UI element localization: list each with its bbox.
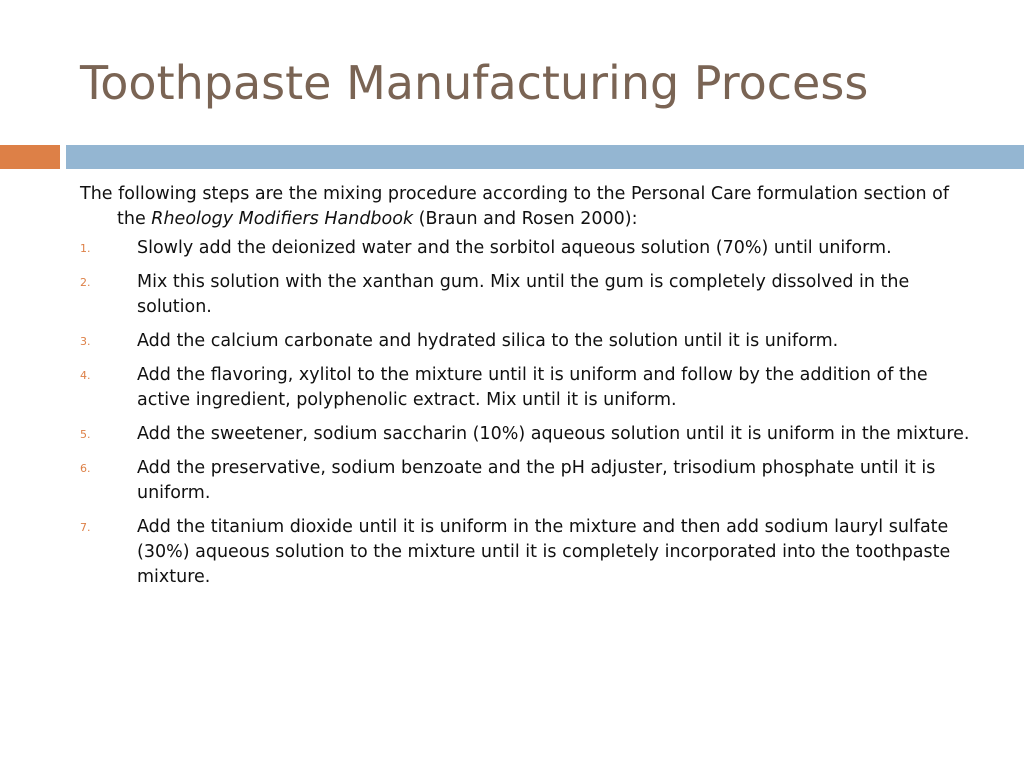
list-item xyxy=(80,236,980,261)
step-text: Add the flavoring, xylitol to the mixture until it is uniform and follow by the addition of the active ingredient, polyphenolic extract. Mix until it is uniform. xyxy=(137,365,928,410)
intro-paragraph xyxy=(80,182,980,232)
step-text: Add the preservative, sodium benzoate and the pH adjuster, trisodium phosphate until it is uniform. xyxy=(137,458,936,503)
accent-bar-orange xyxy=(0,145,60,169)
book-title: Rheology Modifiers Handbook xyxy=(151,209,414,229)
step-number: 3. xyxy=(80,335,91,348)
list-item xyxy=(80,363,980,413)
step-number: 4. xyxy=(80,369,91,382)
step-number: 1. xyxy=(80,242,91,255)
step-number: 7. xyxy=(80,521,91,534)
slide-title: Toothpaste Manufacturing Process xyxy=(80,56,869,110)
step-text: Add the titanium dioxide until it is uniform in the mixture and then add sodium lauryl sulfate (30%) aqueous solution to the mixture until it is completely incorporated into the toothpaste mixture. xyxy=(137,517,951,587)
accent-bar-blue xyxy=(66,145,1024,169)
step-number: 5. xyxy=(80,428,91,441)
slide-body xyxy=(80,182,980,599)
steps-list xyxy=(80,236,980,590)
list-item xyxy=(80,422,980,447)
list-item xyxy=(80,270,980,320)
list-item xyxy=(80,515,980,590)
step-number: 2. xyxy=(80,276,91,289)
step-text: Mix this solution with the xanthan gum. Mix until the gum is completely dissolved in the solution. xyxy=(137,272,910,317)
step-text: Add the calcium carbonate and hydrated silica to the solution until it is uniform. xyxy=(137,331,839,351)
step-text: Slowly add the deionized water and the sorbitol aqueous solution (70%) until uniform. xyxy=(137,238,892,258)
intro-text-before: The following steps are the mixing procedure according to the Personal Care formulation section of the xyxy=(80,184,950,229)
list-item xyxy=(80,456,980,506)
step-text: Add the sweetener, sodium saccharin (10%) aqueous solution until it is uniform in the mixture. xyxy=(137,424,970,444)
step-number: 6. xyxy=(80,462,91,475)
list-item xyxy=(80,329,980,354)
intro-text-after: (Braun and Rosen 2000): xyxy=(413,209,638,229)
